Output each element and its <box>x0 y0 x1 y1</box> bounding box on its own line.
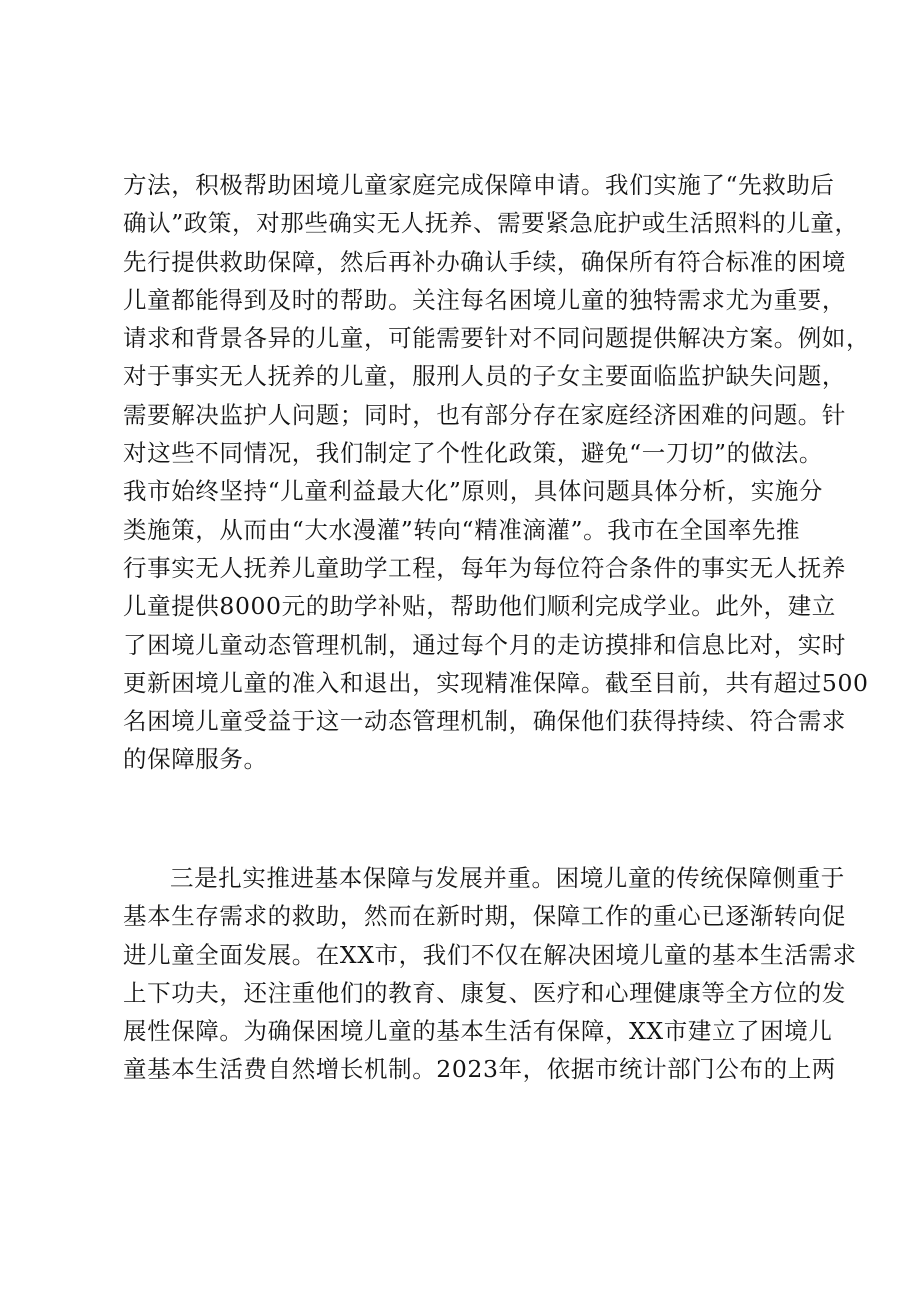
paragraph-line: 了困境儿童动态管理机制，通过每个月的走访摸排和信息比对，实时 <box>123 630 846 659</box>
paragraph-line: 童基本生活费自然增长机制。2023年，依据市统计部门公布的上两 <box>123 1055 836 1084</box>
paragraph-line: 展性保障。为确保困境儿童的基本生活有保障，XX市建立了困境儿 <box>123 1017 833 1046</box>
paragraph-line: 三是扎实推进基本保障与发展并重。困境儿童的传统保障侧重于 <box>170 864 845 892</box>
paragraph-line: 基本生存需求的救助，然而在新时期，保障工作的重心已逐渐转向促 <box>123 902 846 931</box>
paragraph-line: 确认”政策，对那些确实无人抚养、需要紧急庇护或生活照料的儿童， <box>123 209 859 238</box>
paragraph-line: 需要解决监护人问题；同时，也有部分存在家庭经济困难的问题。针 <box>123 400 846 429</box>
paragraph-line: 名困境儿童受益于这一动态管理机制，确保他们获得持续、符合需求 <box>123 707 846 736</box>
paragraph-line: 请求和背景各异的儿童，可能需要针对不同问题提供解决方案。例如， <box>123 324 871 353</box>
paragraph-line: 我市始终坚持“儿童利益最大化”原则，具体问题具体分析，实施分 <box>123 477 824 506</box>
paragraph-line: 进儿童全面发展。在XX市，我们不仅在解决困境儿童的基本生活需求 <box>123 940 857 969</box>
paragraph-line: 的保障服务。 <box>123 745 268 774</box>
paragraph-line: 更新困境儿童的准入和退出，实现精准保障。截至目前，共有超过500 <box>123 668 869 697</box>
paragraph-line: 先行提供救助保障，然后再补办确认手续，确保所有符合标准的困境 <box>123 247 846 276</box>
paragraph-line: 儿童都能得到及时的帮助。关注每名困境儿童的独特需求尤为重要， <box>123 285 846 314</box>
paragraph-line: 对于事实无人抚养的儿童，服刑人员的子女主要面临监护缺失问题， <box>123 362 846 391</box>
paragraph-line: 上下功夫，还注重他们的教育、康复、医疗和心理健康等全方位的发 <box>123 978 846 1007</box>
paragraph-2 <box>123 859 857 1089</box>
paragraph-line: 类施策，从而由“大水漫灌”转向“精准滴灌”。我市在全国率先推 <box>123 515 801 544</box>
paragraph-line: 方法，积极帮助困境儿童家庭完成保障申请。我们实施了“先救助后 <box>123 171 835 199</box>
paragraph-line: 儿童提供8000元的助学补贴，帮助他们顺利完成学业。此外，建立 <box>123 592 836 621</box>
paragraph-line: 行事实无人抚养儿童助学工程，每年为每位符合条件的事实无人抚养 <box>123 553 846 582</box>
paragraph-line: 对这些不同情况，我们制定了个性化政策，避免“一刀切”的做法。 <box>123 439 824 468</box>
paragraph-1 <box>123 166 871 779</box>
